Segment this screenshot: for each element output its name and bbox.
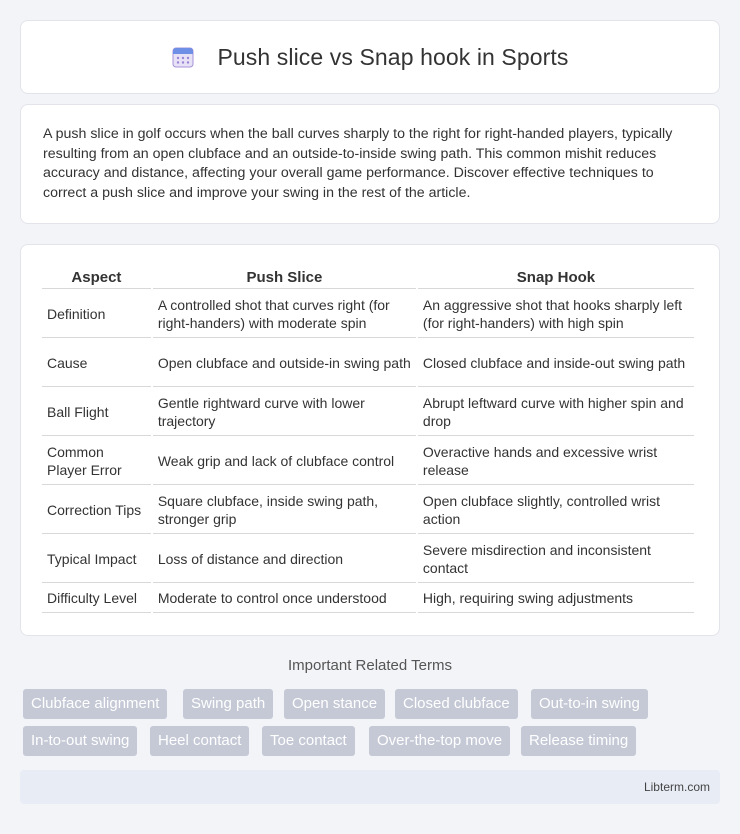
table-cell: Open clubface and outside-in swing path <box>153 338 416 387</box>
table-row <box>42 387 694 436</box>
tag-clubface-alignment[interactable]: Clubface alignment <box>23 689 167 719</box>
tag-heel-contact[interactable]: Heel contact <box>150 726 249 756</box>
table-cell: An aggressive shot that hooks sharply left (for right-handers) with high spin <box>418 289 694 338</box>
table-row <box>42 338 694 387</box>
comparison-table-card <box>20 244 720 636</box>
footer <box>20 770 720 804</box>
table-cell: Severe misdirection and inconsistent contact <box>418 534 694 583</box>
table-cell: Open clubface slightly, controlled wrist action <box>418 485 694 534</box>
table-header-aspect: Aspect <box>42 265 151 289</box>
tag-toe-contact[interactable]: Toe contact <box>262 726 355 756</box>
related-terms-title: Important Related Terms <box>288 657 452 674</box>
table-row <box>42 289 694 338</box>
table-cell: Cause <box>42 338 151 387</box>
table-header-push-slice: Push Slice <box>153 265 416 289</box>
tag-swing-path[interactable]: Swing path <box>183 689 273 719</box>
table-row <box>42 485 694 534</box>
table-cell: Gentle rightward curve with lower trajectory <box>153 387 416 436</box>
table-cell: Ball Flight <box>42 387 151 436</box>
tag-in-to-out-swing[interactable]: In-to-out swing <box>23 726 137 756</box>
table-cell: Square clubface, inside swing path, stronger grip <box>153 485 416 534</box>
table-cell: Moderate to control once understood <box>153 583 416 613</box>
intro-card <box>20 104 720 224</box>
table-cell: Weak grip and lack of clubface control <box>153 436 416 485</box>
page-title: Push slice vs Snap hook in Sports <box>217 43 569 70</box>
table-row <box>42 583 694 613</box>
table-row <box>42 436 694 485</box>
table-cell: Typical Impact <box>42 534 151 583</box>
table-cell: Difficulty Level <box>42 583 151 613</box>
table-cell: Common Player Error <box>42 436 151 485</box>
footer-brand-link[interactable]: Libterm.com <box>643 780 710 794</box>
calendar-icon <box>171 45 195 69</box>
tag-out-to-in-swing[interactable]: Out-to-in swing <box>531 689 648 719</box>
table-cell: A controlled shot that curves right (for right-handers) with moderate spin <box>153 289 416 338</box>
table-row <box>42 534 694 583</box>
table-cell: High, requiring swing adjustments <box>418 583 694 613</box>
table-cell: Overactive hands and excessive wrist release <box>418 436 694 485</box>
table-cell: Closed clubface and inside-out swing path <box>418 338 694 387</box>
intro-text: A push slice in golf occurs when the ball curves sharply to the right for right-handed players, typically resulting from an open clubface and an outside-to-inside swing path. This common mishit reduces accuracy and distance, affecting your overall game performance. Discover effective techniques to correct a push slice and improve your swing in the rest of the article. <box>43 126 673 201</box>
tag-release-timing[interactable]: Release timing <box>521 726 636 756</box>
tag-closed-clubface[interactable]: Closed clubface <box>395 689 518 719</box>
tag-open-stance[interactable]: Open stance <box>284 689 385 719</box>
table-cell: Correction Tips <box>42 485 151 534</box>
header-card <box>20 20 720 94</box>
comparison-table <box>40 265 696 613</box>
table-cell: Abrupt leftward curve with higher spin and drop <box>418 387 694 436</box>
tag-over-the-top-move[interactable]: Over-the-top move <box>369 726 510 756</box>
table-cell: Loss of distance and direction <box>153 534 416 583</box>
table-header-snap-hook: Snap Hook <box>418 265 694 289</box>
table-cell: Definition <box>42 289 151 338</box>
